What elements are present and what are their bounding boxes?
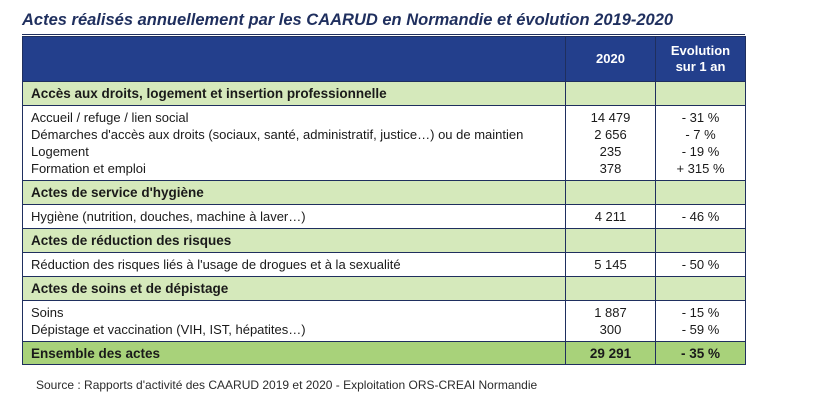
section-empty-cell	[566, 82, 656, 106]
row-label: Dépistage et vaccination (VIH, IST, hépatites…)	[31, 322, 306, 337]
header-row	[23, 37, 746, 82]
total-row	[23, 342, 746, 365]
section-empty-cell	[656, 181, 746, 205]
row-label: Démarches d'accès aux droits (sociaux, santé, administratif, justice…) ou de maintien	[31, 127, 524, 142]
row-label: Logement	[31, 144, 89, 159]
table-title: Actes réalisés annuellement par les CAARUD en Normandie et évolution 2019-2020	[22, 11, 674, 29]
section-empty-cell	[656, 229, 746, 253]
row-label: Hygiène (nutrition, douches, machine à laver…)	[31, 209, 306, 224]
source-note: Source : Rapports d'activité des CAARUD 2019 et 2020 - Exploitation ORS-CREAI Normandie	[36, 378, 538, 392]
row-value: 4 211	[594, 209, 627, 224]
title-underline	[22, 34, 745, 35]
row-labels-cell	[23, 106, 566, 181]
row-evolution: - 15 %	[681, 305, 720, 320]
row-evolution: - 50 %	[681, 257, 720, 272]
total-value: 29 291	[566, 342, 656, 365]
row-value: 235	[599, 144, 622, 159]
total-evolution: - 35 %	[656, 342, 746, 365]
row-value: 300	[599, 322, 622, 337]
table-row	[23, 106, 746, 181]
section-row	[23, 277, 746, 301]
row-values-cell	[566, 205, 656, 229]
header-evolution-line1: Evolution	[670, 43, 731, 58]
row-evolutions-cell	[656, 301, 746, 342]
table-row	[23, 253, 746, 277]
header-evolution	[656, 37, 746, 82]
row-evolution: - 46 %	[681, 209, 720, 224]
row-value: 1 887	[594, 305, 627, 320]
section-empty-cell	[566, 277, 656, 301]
row-value: 14 479	[590, 110, 631, 125]
row-evolution: - 59 %	[681, 322, 720, 337]
row-label: Accueil / refuge / lien social	[31, 110, 189, 125]
table-row	[23, 301, 746, 342]
row-evolutions-cell	[656, 106, 746, 181]
row-values-cell	[566, 301, 656, 342]
header-2020: 2020	[566, 37, 656, 82]
section-row	[23, 229, 746, 253]
row-evolutions-cell	[656, 253, 746, 277]
row-value: 5 145	[594, 257, 627, 272]
row-value: 2 656	[594, 127, 627, 142]
section-title: Accès aux droits, logement et insertion professionnelle	[23, 82, 566, 106]
section-title: Actes de réduction des risques	[23, 229, 566, 253]
row-evolution: - 19 %	[681, 144, 720, 159]
row-value: 378	[599, 161, 622, 176]
row-labels-cell	[23, 205, 566, 229]
activity-table	[22, 36, 746, 365]
header-label-cell	[23, 37, 566, 82]
row-values-cell	[566, 253, 656, 277]
section-title: Actes de service d'hygiène	[23, 181, 566, 205]
header-evolution-line2: sur 1 an	[675, 59, 726, 74]
section-empty-cell	[656, 277, 746, 301]
section-row	[23, 82, 746, 106]
section-empty-cell	[566, 181, 656, 205]
row-labels-cell	[23, 253, 566, 277]
row-evolution: - 31 %	[681, 110, 720, 125]
total-label: Ensemble des actes	[23, 342, 566, 365]
row-label: Réduction des risques liés à l'usage de drogues et à la sexualité	[31, 257, 401, 272]
row-evolution: - 7 %	[685, 127, 716, 142]
section-title: Actes de soins et de dépistage	[23, 277, 566, 301]
section-row	[23, 181, 746, 205]
row-label: Soins	[31, 305, 64, 320]
section-empty-cell	[566, 229, 656, 253]
row-evolutions-cell	[656, 205, 746, 229]
section-empty-cell	[656, 82, 746, 106]
row-values-cell	[566, 106, 656, 181]
table-row	[23, 205, 746, 229]
row-evolution: + 315 %	[676, 161, 725, 176]
row-labels-cell	[23, 301, 566, 342]
row-label: Formation et emploi	[31, 161, 146, 176]
